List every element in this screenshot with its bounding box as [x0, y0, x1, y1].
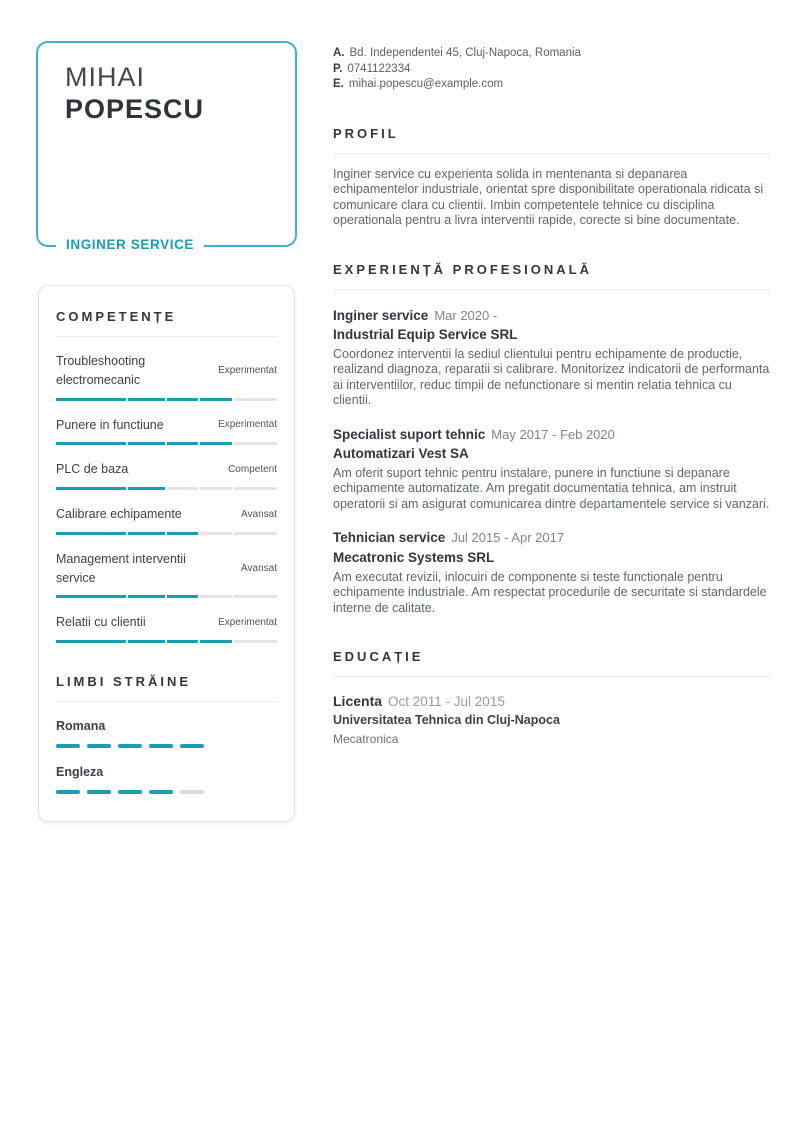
skills-divider [56, 336, 277, 337]
skill-name: PLC de baza [56, 462, 129, 477]
skill-bar-segment [56, 398, 126, 401]
education-entry [333, 692, 771, 746]
jobs-list [333, 307, 771, 617]
profile-section [333, 126, 771, 229]
education-section-title: EDUCAȚIE [333, 649, 424, 665]
skill-bar-segment [128, 398, 164, 401]
email-label: E. [333, 78, 344, 90]
contact-email-line [333, 77, 771, 93]
skill-bar-segment [200, 442, 232, 445]
languages-section-title: LIMBI STRĂINE [56, 674, 192, 689]
language-level-dash [149, 744, 173, 748]
skill-progress-bar [56, 532, 277, 535]
skill-item-header [56, 550, 277, 588]
job-company: Industrial Equip Service SRL [333, 326, 518, 342]
skill-bar-segment [234, 532, 277, 535]
skill-bar-segment [56, 595, 126, 598]
skill-bar-segment [234, 595, 277, 598]
skill-name: Troubleshooting electromecanic [56, 354, 146, 387]
skill-bar-segment [200, 640, 232, 643]
skill-bar-segment [167, 442, 199, 445]
skill-bar-segment [167, 640, 199, 643]
language-item [56, 765, 277, 794]
email-value: mihai.popescu@example.com [348, 78, 504, 90]
language-name: Romana [56, 719, 106, 733]
skill-item-header [56, 460, 277, 479]
skill-item [56, 352, 277, 401]
language-level-dash [149, 790, 173, 794]
main-column [333, 46, 771, 746]
skill-level-label: Experimentat [218, 617, 277, 629]
language-item [56, 719, 277, 748]
contact-address-line [333, 46, 771, 62]
skill-bar-segment [200, 532, 232, 535]
skill-level-label: Experimentat [218, 419, 277, 431]
job-dates: Mar 2020 - [434, 307, 498, 323]
job-header [333, 426, 771, 444]
skill-item-header [56, 416, 277, 435]
phone-label: P. [333, 62, 343, 75]
skill-bar-segment [56, 640, 126, 643]
education-list [333, 692, 771, 746]
language-level-dashes [56, 790, 277, 794]
languages-divider [56, 701, 277, 702]
education-section [333, 649, 771, 746]
skill-bar-segment [234, 442, 277, 445]
skill-bar-segment [128, 487, 164, 490]
job-title-tab: INGINER SERVICE [56, 234, 204, 256]
skill-progress-bar [56, 398, 277, 401]
skill-name: Relatii cu clientii [56, 615, 146, 630]
skill-bar-segment [167, 595, 199, 598]
job-company: Mecatronic Systems SRL [333, 549, 495, 565]
language-level-dash [180, 744, 204, 748]
job-header [333, 307, 771, 325]
language-level-dash [87, 790, 111, 794]
language-name: Engleza [56, 765, 104, 779]
address-value: Bd. Independentei 45, Cluj-Napoca, Romania [349, 47, 581, 59]
skill-bar-segment [56, 487, 126, 490]
education-degree: Licenta [333, 693, 383, 710]
language-level-dash [87, 744, 111, 748]
job-entry [333, 426, 771, 513]
skill-item-header [56, 505, 277, 524]
profile-text: Inginer service cu experienta solida in mentenanta si depanarea echipamentelor industriale, orientat spre disponibilitate operationala ridicata si comunicare clara cu clientii. Imbin competentele tehnice cu disciplina operationala pentru a livra interventii rapide, corecte si bine documentate. [333, 166, 764, 227]
skill-item-header [56, 352, 277, 390]
education-header [333, 692, 771, 711]
skill-bar-segment [234, 398, 277, 401]
phone-value: 0741122334 [347, 62, 411, 75]
skills-section-title: COMPETENȚE [56, 309, 177, 324]
job-company: Automatizari Vest SA [333, 445, 469, 461]
first-name: MIHAI [65, 62, 146, 92]
experience-section-title: EXPERIENȚĂ PROFESIONALĂ [333, 261, 592, 277]
skill-item-header [56, 613, 277, 632]
job-description: Am oferit suport tehnic pentru instalare, punere in functiune si depanare echipamente automatizate. Am pregatit documentatia tehnica, am instruit operatorii si am asigurat comunicarea dintre departamentele service si vanzari. [333, 465, 770, 511]
skill-bar-segment [56, 442, 126, 445]
language-level-dash [118, 790, 142, 794]
skill-level-label: Experimentat [218, 365, 277, 377]
job-dates: Jul 2015 - Apr 2017 [451, 530, 565, 546]
skill-item [56, 460, 277, 490]
address-label: A. [333, 47, 345, 59]
job-role: Tehnician service [333, 530, 446, 546]
skill-bar-segment [128, 595, 164, 598]
job-dates: May 2017 - Feb 2020 [491, 426, 615, 442]
education-school: Universitatea Tehnica din Cluj-Napoca [333, 713, 560, 728]
skill-progress-bar [56, 640, 277, 643]
skill-progress-bar [56, 487, 277, 490]
job-description: Am executat revizii, inlocuiri de componente si teste functionale pentru echipamente industriale. Am respectat procedurile de securitate si standardele interne de calitate. [333, 569, 767, 615]
name-box [36, 41, 297, 252]
education-field: Mecatronica [333, 732, 399, 747]
skill-bar-segment [167, 487, 199, 490]
skill-bar-segment [128, 640, 164, 643]
education-dates: Oct 2011 - Jul 2015 [388, 694, 505, 710]
skill-item [56, 550, 277, 599]
languages-list [56, 719, 277, 794]
contact-block [333, 46, 771, 93]
skill-level-label: Avansat [241, 563, 277, 574]
skill-name: Calibrare echipamente [56, 507, 182, 521]
skill-level-label: Competent [228, 464, 277, 476]
skill-bar-segment [200, 595, 232, 598]
skill-bar-segment [200, 398, 232, 401]
language-level-dashes [56, 744, 277, 748]
skill-bar-segment [234, 640, 277, 643]
profile-divider [333, 153, 771, 154]
sidebar-card [38, 285, 295, 822]
skill-progress-bar [56, 442, 277, 445]
job-entry [333, 307, 771, 409]
language-level-dash [180, 790, 204, 794]
skill-item [56, 505, 277, 535]
skill-bar-segment [167, 532, 199, 535]
last-name: POPESCU [65, 94, 205, 125]
profile-section-title: PROFIL [333, 125, 399, 141]
experience-section [333, 262, 771, 617]
job-role: Specialist suport tehnic [333, 426, 486, 442]
language-level-dash [56, 744, 80, 748]
skill-bar-segment [200, 487, 232, 490]
experience-divider [333, 289, 771, 290]
skill-bar-segment [56, 532, 126, 535]
skill-progress-bar [56, 595, 277, 598]
contact-phone-line [333, 62, 771, 78]
skill-name: Management interventii service [56, 551, 186, 585]
skill-name: Punere in functiune [56, 417, 164, 432]
job-entry [333, 529, 771, 616]
skill-item [56, 416, 277, 446]
education-divider [333, 676, 771, 677]
skill-bar-segment [128, 442, 164, 445]
skill-bar-segment [167, 398, 199, 401]
skill-bar-segment [128, 532, 164, 535]
job-description: Coordonez interventii la sediul clientului pentru echipamente de productie, realizand diagnoza, reparatii si calibrare. Monitorizez indicatorii de performanta ai interventiilor, reduc timpii de nefunctionare si mentin relatia tehnica cu clientii. [333, 346, 770, 408]
skill-bar-segment [234, 487, 277, 490]
language-level-dash [118, 744, 142, 748]
language-level-dash [56, 790, 80, 794]
skill-item [56, 613, 277, 643]
job-header [333, 529, 771, 547]
skill-level-label: Avansat [241, 508, 277, 520]
skills-list [56, 352, 277, 643]
job-role: Inginer service [333, 307, 429, 323]
